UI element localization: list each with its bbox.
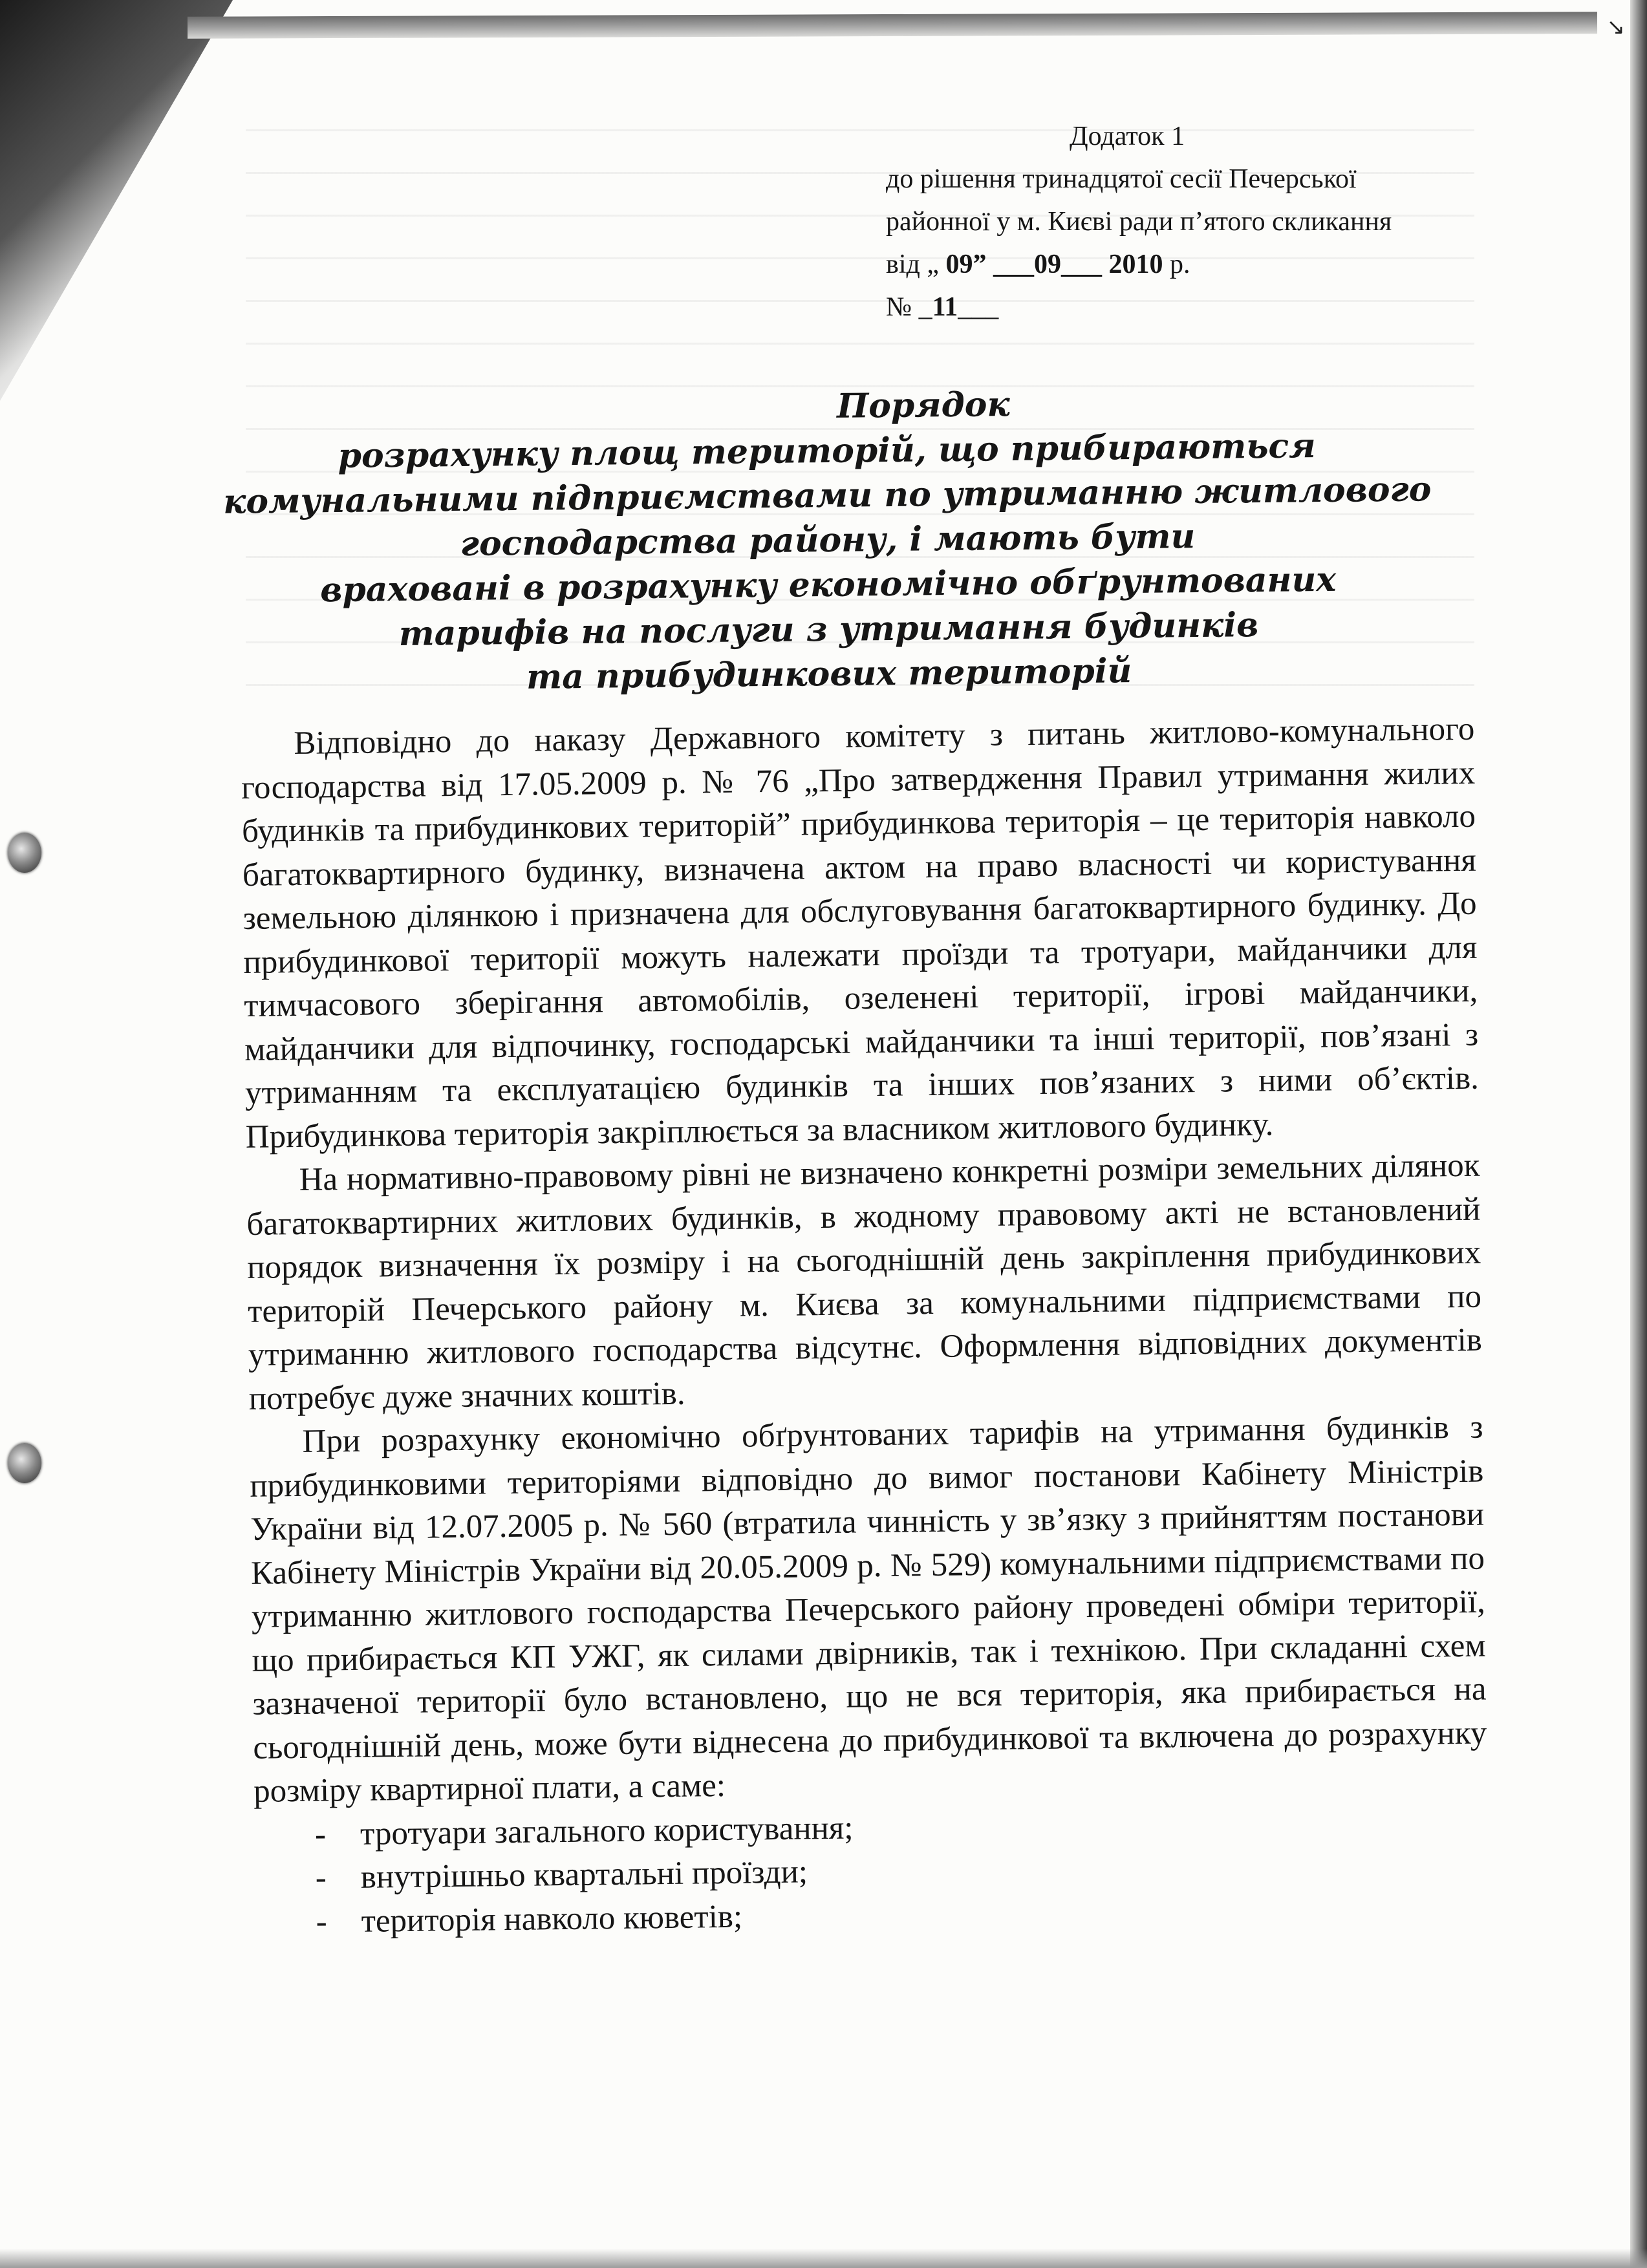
annex-no-suffix: ___	[958, 292, 999, 322]
annex-no-value: 11	[932, 292, 958, 322]
annex-date-line	[886, 243, 1533, 286]
punch-hole-icon	[8, 833, 41, 873]
title-line: та прибудинкових територій	[526, 651, 1132, 697]
body-paragraph: При розрахунку економічно обґрунтованих тарифів на утримання будинків з прибудинковими територіями відповідно до вимог постанови Кабінету Міністрів України від 12.07.2005 р. № 560 (втратила чинність у зв’язку з прийняттям постанови Кабінету Міністрів України від 20.05.2009 р. № 529) комунальними підприємствами по утриманню житлового господарства Печерського району проведені обміри території, що прибирається КП УЖГ, як силами двірників, так і технікою. При складанні схем зазначеної території було встановлено, що не вся територія, яка прибирається на сьогоднішній день, може бути віднесена до прибудинкової та включена до розрахунку розміру квартирної плати, а саме:	[250, 1409, 1487, 1810]
exclusion-list	[254, 1799, 1489, 1945]
annex-block	[886, 115, 1533, 328]
document-body	[241, 708, 1489, 1945]
annex-date-day: 09”	[939, 250, 987, 279]
document-title	[173, 377, 1483, 703]
punch-hole-icon	[8, 1443, 41, 1483]
annex-date-prefix: від „	[886, 250, 940, 279]
title-line: комунальними підприємствами по утриманню житлового	[222, 469, 1432, 522]
title-line: господарства району, і мають бути	[460, 517, 1196, 564]
title-line: тарифів на послуги з утримання будинків	[398, 605, 1259, 654]
annex-date-suffix: р.	[1163, 250, 1190, 279]
scan-right-edge	[1630, 0, 1647, 2268]
body-paragraph: На нормативно-правовому рівні не визначено конкретні розміри земельних ділянок багатоквартирних житлових будинків, в жодному правовому акті не встановлений порядок визначення їх розміру і на сьогоднішній день закріплення прибудинкових територій Печерського району м. Києва за комунальними підприємствами по утриманню житлового господарства відсутнє. Оформлення відповідних документів потребує дуже значних коштів.	[246, 1147, 1483, 1417]
corner-mark-icon: ↘	[1606, 14, 1625, 40]
annex-decision-line: до рішення тринадцятої сесії Печерської	[886, 164, 1357, 194]
annex-number: Додаток 1	[1070, 122, 1185, 151]
body-paragraph: Відповідно до наказу Державного комітету з питань житлово-комунального господарства від 17.05.2009 р. № 76 „Про затвердження Правил утримання жилих будинків та прибудинкових територій” прибудинкова територія – це територія навколо багатоквартирного будинку, визначена актом на право власності чи користування земельною ділянкою і призначена для обслуговування багатоквартирного будинку. До прибудинкової території можуть належати проїзди та тротуари, майданчики для тимчасового зберігання автомобілів, озеленені території, ігрові майданчики, майданчики для відпочинку, господарські майданчики та інші території, пов’язані з утриманням та експлуатацією будинків та інших пов’язаних з ними об’єктів. Прибудинкова територія закріплюється за власником житлового будинку.	[241, 711, 1480, 1155]
title-line: розрахунку площ територій, що прибираються	[338, 426, 1316, 476]
list-item: - внутрішньо квартальні проїзди;	[315, 1843, 1489, 1901]
title-line: враховані в розрахунку економічно обґрунтованих	[319, 559, 1337, 610]
annex-number-line	[886, 286, 1533, 328]
list-item: - територія навколо кюветів;	[316, 1886, 1489, 1944]
list-item: - тротуари загального користування;	[315, 1799, 1489, 1857]
scan-corner-shadow	[0, 0, 233, 401]
scan-bottom-edge	[0, 2249, 1647, 2268]
annex-date-month: ___09___	[986, 250, 1103, 279]
annex-council-line: районної у м. Києві ради п’ятого скликання	[886, 207, 1392, 237]
annex-no-prefix: № _	[886, 292, 932, 322]
scan-top-edge	[188, 12, 1597, 39]
annex-date-year: 2010	[1102, 250, 1163, 279]
title-line: Порядок	[836, 385, 1010, 426]
